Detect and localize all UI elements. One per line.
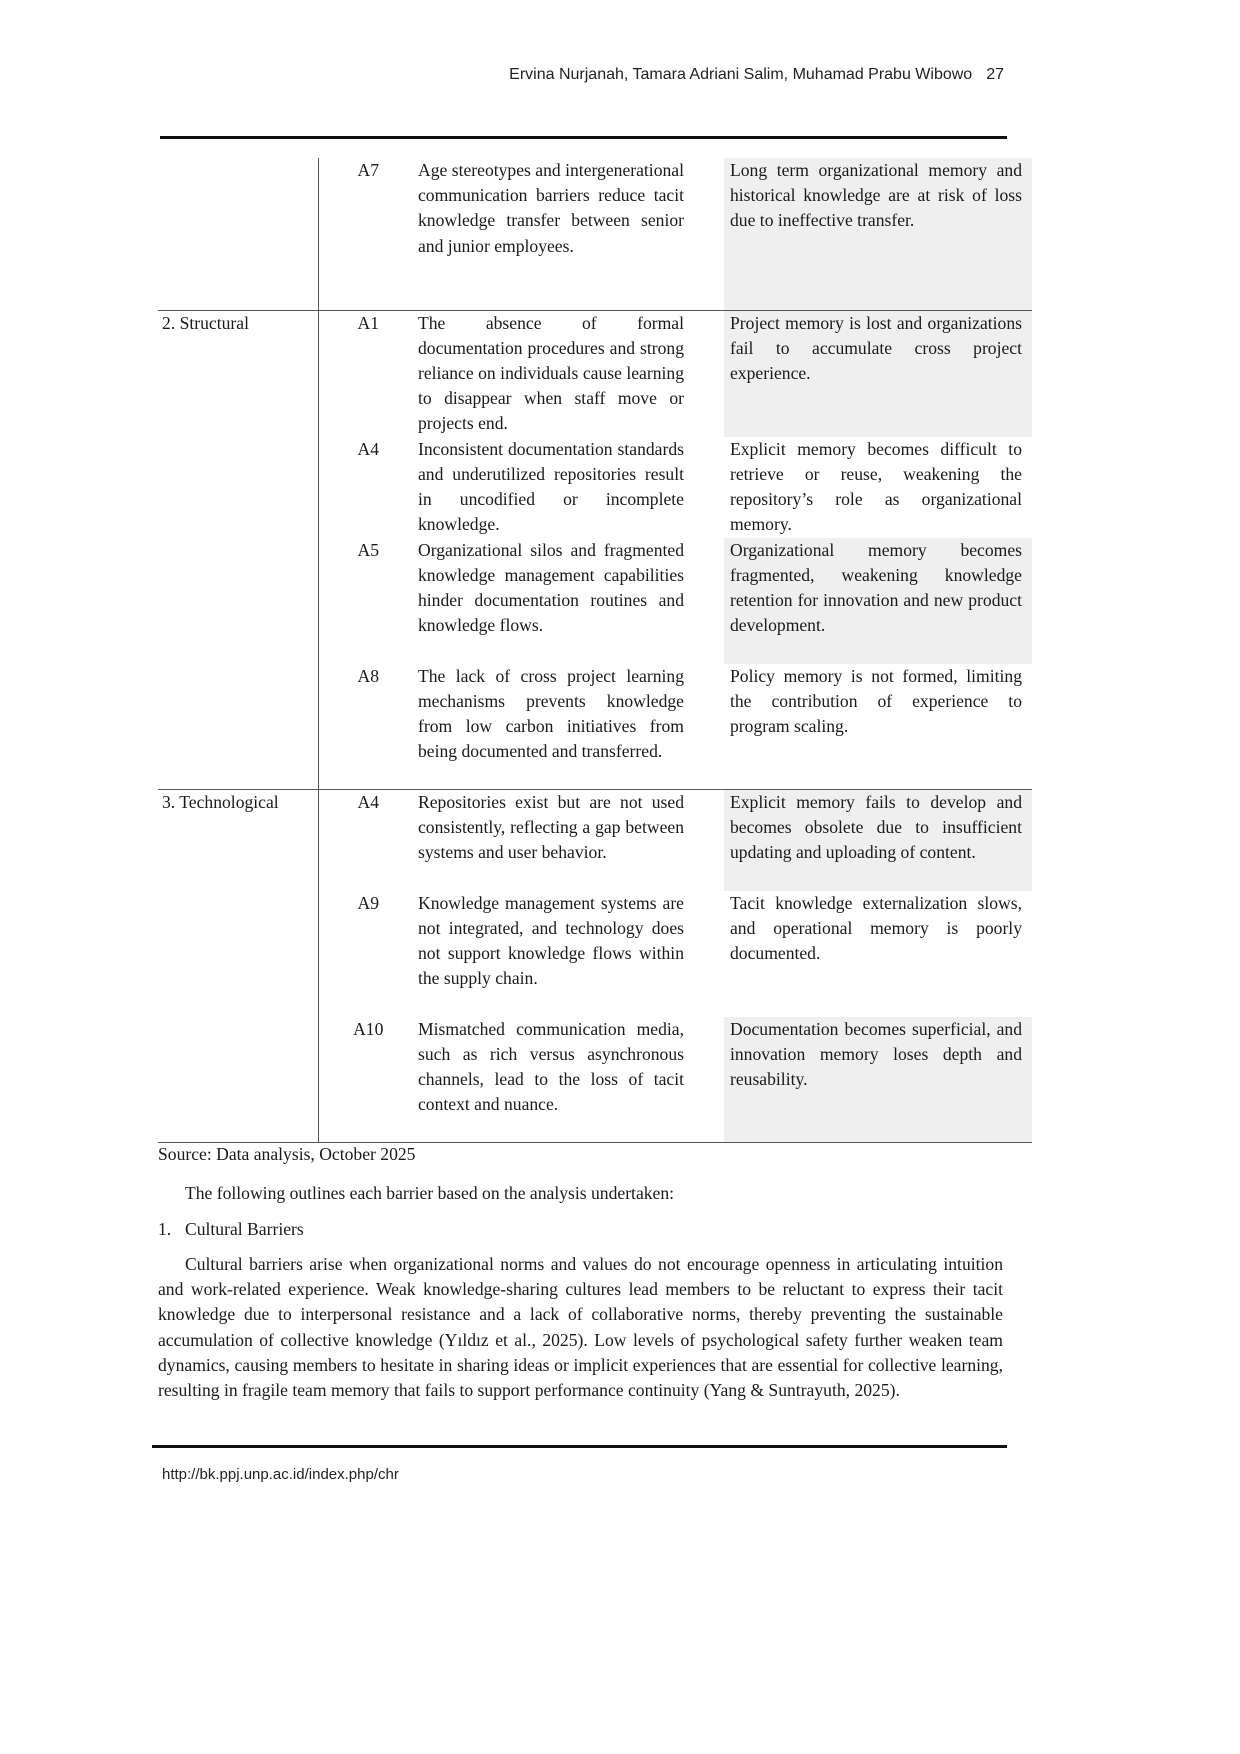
code-cell: A4 <box>318 437 418 538</box>
table-row <box>158 158 1032 310</box>
header-authors: Ervina Nurjanah, Tamara Adriani Salim, Muhamad Prabu Wibowo <box>509 66 973 83</box>
running-head <box>509 66 1004 84</box>
code-cell: A4 <box>318 790 418 891</box>
category-cell <box>158 158 318 310</box>
category-cell <box>158 891 318 1017</box>
description-cell: Repositories exist but are not used consistently, reflecting a gap between systems and user behavior. <box>418 790 724 891</box>
category-cell: 3. Technological <box>158 790 318 891</box>
table-row <box>158 437 1032 538</box>
code-cell: A9 <box>318 891 418 1017</box>
barriers-table <box>158 158 1032 1143</box>
table-row <box>158 310 1032 437</box>
table-source-note: Source: Data analysis, October 2025 <box>158 1144 416 1164</box>
impact-cell: Policy memory is not formed, limiting the contribution of experience to program scaling. <box>730 665 1022 736</box>
table-row <box>158 891 1032 1017</box>
description-cell: Mismatched communication media, such as rich versus asynchronous channels, lead to the loss of tacit context and nuance. <box>418 1017 724 1143</box>
table-row <box>158 1017 1032 1143</box>
description-cell: Inconsistent documentation standards and underutilized repositories result in uncodified or incomplete knowledge. <box>418 438 684 535</box>
impact-cell: Documentation becomes superficial, and innovation memory loses depth and reusability. <box>724 1017 1032 1143</box>
description-cell: Organizational silos and fragmented knowledge management capabilities hinder documentation routines and knowledge flows. <box>418 539 684 636</box>
category-cell <box>158 538 318 664</box>
footer-rule <box>152 1445 1007 1448</box>
description-cell: Knowledge management systems are not integrated, and technology does not support knowledge flows within the supply chain. <box>418 892 684 989</box>
table-row <box>158 664 1032 790</box>
impact-cell: Project memory is lost and organizations fail to accumulate cross project experience. <box>724 310 1032 437</box>
table-row <box>158 538 1032 664</box>
category-cell <box>158 1017 318 1143</box>
category-cell <box>158 664 318 790</box>
description-cell: Age stereotypes and intergenerational communication barriers reduce tacit knowledge transfer between senior and junior employees. <box>418 160 684 256</box>
section-heading <box>158 1217 1003 1242</box>
description-cell: The absence of formal documentation procedures and strong reliance on individuals cause learning to disappear when staff move or projects end. <box>418 310 724 437</box>
category-cell: 2. Structural <box>158 310 318 437</box>
section-title: Cultural Barriers <box>185 1219 304 1239</box>
description-cell: The lack of cross project learning mechanisms prevents knowledge from low carbon initiatives from being documented and transferred. <box>418 665 684 762</box>
code-cell: A5 <box>318 538 418 664</box>
header-rule <box>160 136 1007 139</box>
category-cell <box>158 437 318 538</box>
code-cell: A8 <box>318 664 418 790</box>
impact-cell: Tacit knowledge externalization slows, and operational memory is poorly documented. <box>730 892 1022 963</box>
impact-cell: Explicit memory fails to develop and becomes obsolete due to insufficient updating and uploading of content. <box>724 790 1032 891</box>
code-cell: A7 <box>318 158 418 310</box>
impact-cell: Organizational memory becomes fragmented, weakening knowledge retention for innovation and new product development. <box>724 538 1032 664</box>
intro-paragraph: The following outlines each barrier based on the analysis undertaken: <box>185 1183 675 1203</box>
page-number: 27 <box>986 66 1004 83</box>
impact-cell: Explicit memory becomes difficult to retrieve or reuse, weakening the repository’s role as organizational memory. <box>730 438 1022 535</box>
body-paragraph: Cultural barriers arise when organizational norms and values do not encourage openness in articulating intuition and work-related experience. Weak knowledge-sharing cultures lead members to be reluctant to express their tacit knowledge due to interpersonal resistance and a lack of collaborative norms, thereby preventing the sustainable accumulation of collective knowledge (Yıldız et al., 2025). Low levels of psychological safety further weaken team dynamics, causing members to hesitate in sharing ideas or implicit experiences that are essential for collective learning, resulting in fragile team memory that fails to support performance continuity (Yang & Suntrayuth, 2025). <box>158 1254 1003 1401</box>
code-cell: A10 <box>318 1017 418 1143</box>
impact-cell: Long term organizational memory and historical knowledge are at risk of loss due to ineffective transfer. <box>724 158 1032 310</box>
footer-url: http://bk.ppj.unp.ac.id/index.php/chr <box>162 1466 399 1483</box>
section-number: 1. <box>158 1219 172 1239</box>
code-cell: A1 <box>318 310 418 437</box>
table-row <box>158 790 1032 891</box>
